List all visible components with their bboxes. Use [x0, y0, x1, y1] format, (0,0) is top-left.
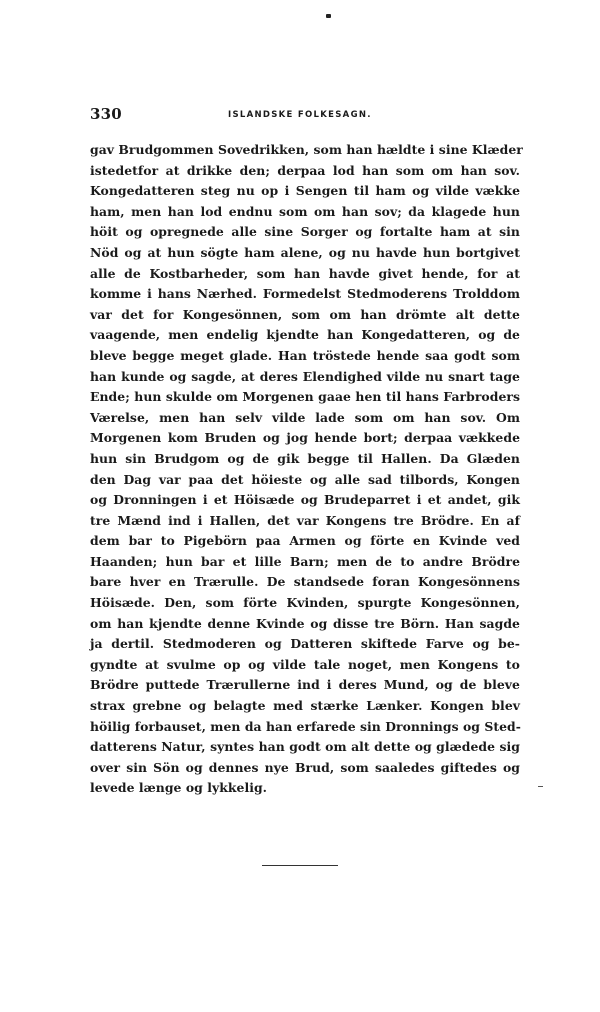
text-line: istedetfor at drikke den; derpaa lod han som om han sov.	[90, 162, 520, 178]
body-text	[90, 140, 523, 799]
text-line: Kongedatteren steg nu op i Sengen til ham og vilde vække	[90, 183, 520, 199]
text-line: Nöd og at hun sögte ham alene, og nu havde hun bortgivet	[90, 244, 520, 260]
text-line: Haanden; hun bar et lille Barn; men de to andre Brödre	[90, 553, 520, 569]
text-line: var det for Kongesönnen, som om han drömte alt dette	[90, 306, 520, 322]
text-line: hun sin Brudgom og de gik begge til Hallen. Da Glæden	[90, 450, 520, 466]
text-line: dem bar to Pigebörn paa Armen og förte en Kvinde ved	[90, 533, 520, 549]
text-line: Höisæde. Den, som förte Kvinden, spurgte Kongesönnen,	[90, 595, 520, 611]
text-line: gav Brudgommen Sovedrikken, som han hældte i sine Klæder	[90, 142, 523, 157]
text-line: Værelse, men han selv vilde lade som om han sov. Om	[90, 409, 520, 425]
text-line: om han kjendte denne Kvinde og disse tre Börn. Han sagde	[90, 615, 520, 631]
text-line: tre Mænd ind i Hallen, det var Kongens tre Brödre. En af	[90, 512, 520, 528]
text-line: datterens Natur, syntes han godt om alt dette og glædede sig	[90, 739, 520, 755]
page-number: 330	[90, 105, 122, 123]
end-rule	[262, 865, 338, 866]
text-line: strax grebne og belagte med stærke Lænker. Kongen blev	[90, 698, 520, 714]
text-line: komme i hans Nærhed. Formedelst Stedmoderens Trolddom	[90, 286, 520, 302]
running-title: ISLANDSKE FOLKESAGN.	[228, 110, 372, 120]
text-line: ja dertil. Stedmoderen og Datteren skiftede Farve og be-	[90, 636, 520, 652]
text-line: bleve begge meget glade. Han tröstede hende saa godt som	[90, 347, 520, 363]
text-line: Morgenen kom Bruden og jog hende bort; derpaa vækkede	[90, 430, 520, 446]
text-line: ham, men han lod endnu som om han sov; da klagede hun	[90, 203, 520, 219]
text-line: alle de Kostbarheder, som han havde givet hende, for at	[90, 265, 520, 281]
text-line: over sin Sön og dennes nye Brud, som saaledes giftedes og	[90, 759, 520, 775]
text-line: han kunde og sagde, at deres Elendighed vilde nu snart tage	[90, 368, 520, 384]
margin-mark	[538, 786, 543, 787]
text-line: Ende; hun skulde om Morgenen gaae hen til hans Farbroders	[90, 389, 520, 405]
page-header	[90, 105, 520, 125]
text-line: höilig forbauset, men da han erfarede sin Dronnings og Sted-	[90, 718, 521, 734]
top-ink-mark	[326, 14, 331, 18]
text-line: bare hver en Trærulle. De standsede foran Kongesönnens	[90, 574, 520, 590]
text-line: gyndte at svulme op og vilde tale noget, men Kongens to	[90, 656, 520, 672]
text-line: höit og opregnede alle sine Sorger og fortalte ham at sin	[90, 224, 520, 240]
text-line: Brödre puttede Trærullerne ind i deres Mund, og de bleve	[90, 677, 520, 693]
text-line: den Dag var paa det höieste og alle sad tilbords, Kongen	[90, 471, 520, 487]
text-line: vaagende, men endelig kjendte han Kongedatteren, og de	[90, 327, 520, 343]
text-line-last: levede længe og lykkelig.	[90, 780, 268, 796]
text-line: og Dronningen i et Höisæde og Brudeparret i et andet, gik	[90, 492, 520, 508]
